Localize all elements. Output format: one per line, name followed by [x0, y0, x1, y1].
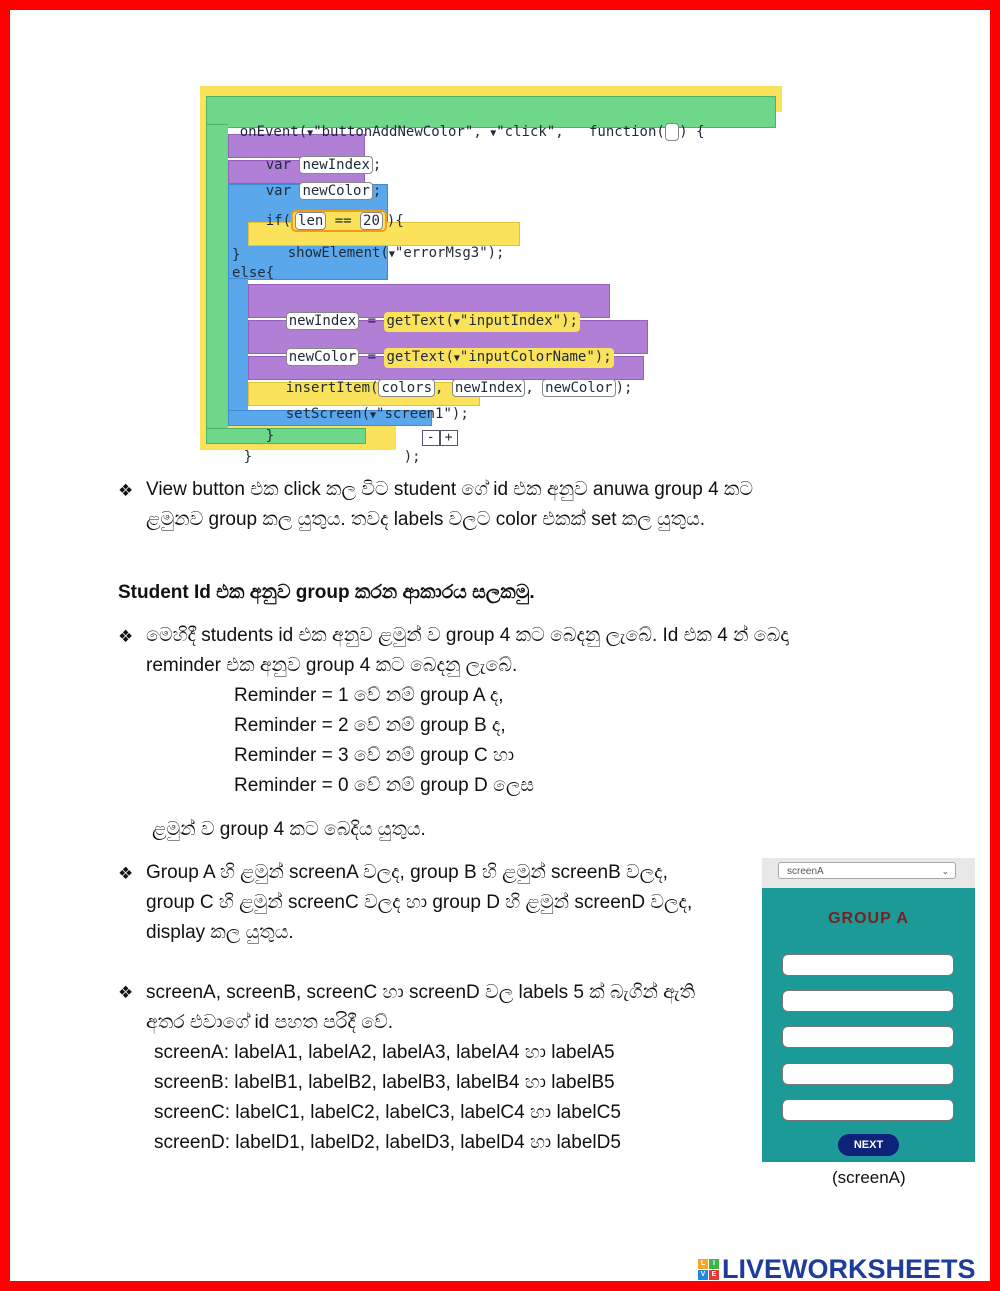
next-button[interactable]: NEXT	[838, 1134, 899, 1156]
bullet-icon: ❖	[118, 983, 134, 1003]
screen-d-labels: screenD: labelD1, labelD2, labelD3, labelD4 හා labelD5	[154, 1132, 621, 1153]
code-line-if-close: }	[232, 247, 241, 263]
group-title: GROUP A	[828, 910, 909, 927]
screen-caption: (screenA)	[832, 1168, 906, 1187]
label-a5-field	[782, 1099, 954, 1121]
else-body	[228, 278, 248, 418]
bullet-icon: ❖	[118, 627, 134, 647]
get-text-pill: getText(▼"inputIndex");	[384, 312, 579, 332]
label-a4-field	[782, 1063, 954, 1085]
code-line-if: if( len == 20 ){	[232, 190, 404, 252]
get-text-pill: getText(▼"inputColorName");	[384, 348, 613, 368]
label-a2-field	[782, 990, 954, 1012]
code-line-event-close-paren: );	[403, 449, 421, 465]
code-block-diagram	[200, 86, 785, 464]
condition-pill: len == 20	[291, 210, 387, 232]
section-heading: Student Id එක අනුව group කරන ආකාරය සලකමු.	[118, 582, 535, 603]
bullet-icon: ❖	[118, 864, 134, 884]
para2-tail: ළමුන් ව group 4 කට බෙදිය යුතුය.	[152, 819, 426, 840]
bullet-icon: ❖	[118, 481, 134, 501]
para2-line1: මෙහිදී students id එක අනුව ළමුන් ව group 4 කට බෙදනු ලැබේ. Id එක 4 න් බෙදා	[146, 625, 789, 646]
reminder-3: Reminder = 3 වේ නම් group C හා	[234, 745, 515, 766]
logo-cubes-icon: L I V E	[698, 1259, 719, 1280]
code-line-showelement: showElement(▼"errorMsg3");	[287, 245, 505, 261]
event-block-body	[206, 124, 228, 436]
screen-a-preview	[762, 858, 975, 1162]
chevron-down-icon: ⌄	[941, 866, 949, 876]
add-branch-button[interactable]: +	[440, 430, 458, 446]
code-line-assign-newcolor: newColor = getText(▼"inputColorName");	[252, 327, 614, 388]
code-line-else-close: }	[265, 428, 275, 444]
para4-line1: screenA, screenB, screenC හා screenD වල labels 5 ක් බැගින් ඇති	[146, 982, 696, 1003]
code-line-else: else{	[232, 265, 275, 281]
code-line-insertitem: insertItem( colors , newIndex , newColor );	[285, 380, 633, 396]
para3-line2: group C හි ළමුන් screenC වලද හා group D හි ළමුන් screenD වලද,	[146, 892, 693, 913]
screen-selector-bar	[762, 858, 975, 888]
label-a1-field	[782, 954, 954, 976]
reminder-1: Reminder = 1 වේ නම් group A ද,	[234, 685, 504, 706]
para2-line2: reminder එක අනුව group 4 කට බෙදනු ලැබේ.	[146, 655, 518, 676]
para1-line1: View button එක click කල විට student ගේ id එක අනුව anuwa group 4 කට	[146, 479, 754, 500]
function-param-slot	[665, 123, 679, 141]
code-line-event-close: }	[243, 449, 253, 465]
code-line-assign-newindex: newIndex = getText(▼"inputIndex");	[252, 291, 580, 352]
code-line-var-newcolor: var newColor ;	[265, 183, 382, 199]
screen-a-labels: screenA: labelA1, labelA2, labelA3, labelA4 හා labelA5	[154, 1042, 615, 1063]
para3-line3: display කල යුතුය.	[146, 922, 294, 943]
screen-b-labels: screenB: labelB1, labelB2, labelB3, labelB4 හා labelB5	[154, 1072, 615, 1093]
label-a3-field	[782, 1026, 954, 1048]
screen-c-labels: screenC: labelC1, labelC2, labelC3, labelC4 හා labelC5	[154, 1102, 621, 1123]
code-line-var-newindex: var newIndex ;	[265, 157, 382, 173]
code-line-onevent: onEvent(▼"buttonAddNewColor", ▼"click", function( ) {	[239, 124, 705, 140]
para3-line1: Group A හි ළමුන් screenA වලද, group B හි ළමුන් screenB වලද,	[146, 862, 668, 883]
remove-branch-button[interactable]: -	[422, 430, 440, 446]
screen-dropdown[interactable]: screenA ⌄	[778, 862, 956, 879]
para4-line2: අතර එවාගේ id පහත පරිදී වේ.	[146, 1012, 393, 1033]
logo-text: LIVEWORKSHEETS	[722, 1253, 976, 1284]
para1-line2: ළමුනව group කල යුතුය. තවද labels වලට color එකක් set කල යුතුය.	[146, 509, 706, 530]
liveworksheets-logo	[698, 1254, 976, 1284]
reminder-2: Reminder = 2 වේ නම් group B ද,	[234, 715, 506, 736]
reminder-0: Reminder = 0 වේ නම් group D ලෙස	[234, 775, 535, 796]
code-line-setscreen: setScreen(▼"screen1");	[285, 406, 469, 422]
